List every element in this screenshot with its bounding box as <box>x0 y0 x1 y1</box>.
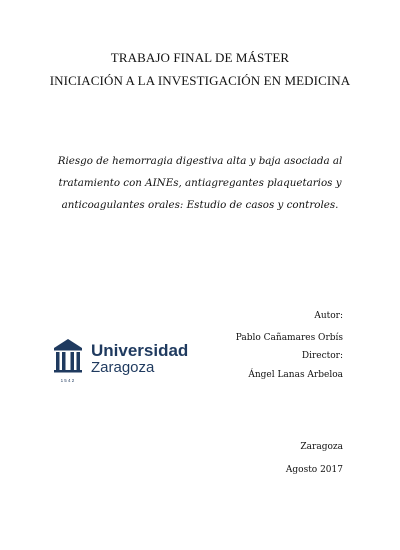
thesis-title-line: tratamiento con AINEs, antiagregantes plaquetarios y <box>58 177 342 189</box>
director-label: Director: <box>301 351 343 361</box>
director-name: Ángel Lanas Arbeloa <box>248 370 343 380</box>
city: Zaragoza <box>300 442 343 452</box>
logo-university-name: Universidad <box>91 341 189 360</box>
degree-title: TRABAJO FINAL DE MÁSTER <box>110 50 290 65</box>
founding-year: 1542 <box>60 378 76 383</box>
date: Agosto 2017 <box>285 465 343 475</box>
logo-city-name: Zaragoza <box>91 359 155 376</box>
author-label: Autor: <box>314 311 343 321</box>
program-title: INICIACIÓN A LA INVESTIGACIÓN EN MEDICINA <box>49 73 351 88</box>
thesis-title-line: anticoagulantes orales: Estudio de casos y controles. <box>61 199 339 211</box>
university-logo <box>53 338 198 384</box>
thesis-title <box>30 150 370 216</box>
thesis-title-line: Riesgo de hemorragia digestiva alta y baja asociada al <box>57 155 343 167</box>
building-emblem-icon <box>54 339 82 373</box>
university-logo-graphic <box>53 338 198 384</box>
author-name: Pablo Cañamares Orbís <box>235 333 343 343</box>
